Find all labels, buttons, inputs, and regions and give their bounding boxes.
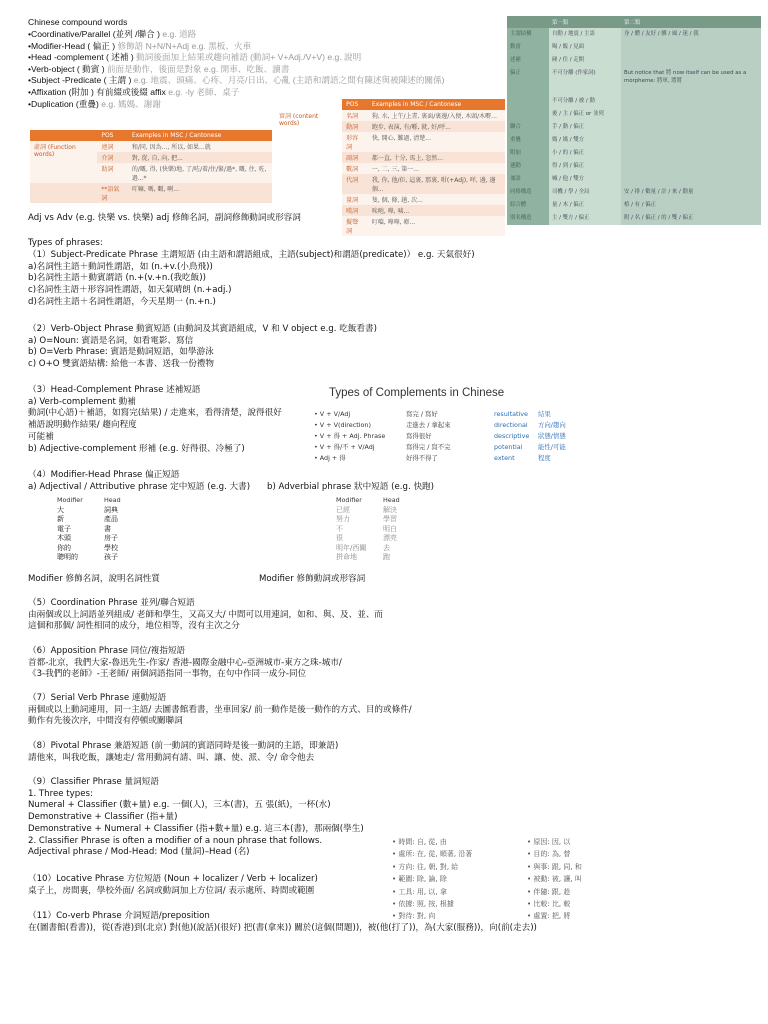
modifier-head-row	[57, 534, 121, 544]
table-header-blank	[275, 99, 342, 110]
s2-title: （2）Verb-Object Phrase 動賓短語 (由動詞及其賓語組成，V 和 V object e.g. 吃飯看書)	[28, 324, 377, 334]
head-cell: 產品	[104, 515, 118, 523]
first-class-cell: 主 / 雙方 / 偏正	[549, 212, 621, 225]
table-header: 第二類	[621, 16, 761, 28]
complement-type: resultative	[494, 409, 528, 418]
intro-bullet	[28, 87, 239, 98]
s9-line: Adjectival phrase / Mod-Head: Mod (量詞)–Head (名)	[28, 847, 250, 858]
s6-line: 首都-北京，我們大家-魯迅先生-作家/ 香港-國際金融中心-亞洲城市-東方之珠-城市/	[28, 657, 342, 668]
second-class-cell: 安 / 排 / 數量 / 計 / 來 / 動量	[621, 186, 761, 199]
table-row	[507, 28, 761, 41]
s9-line: Numeral + Classifier (數+量) e.g. 一個(人)，三本(書)，五 張(紙)，一杯(水)	[28, 800, 331, 811]
pos-cell: 代詞	[342, 174, 368, 194]
complement-type-zh: 能性/可能	[538, 443, 566, 451]
first-class-cell: 不可分離 (作家詞)	[549, 67, 621, 95]
compound-structure-table	[507, 16, 761, 225]
intro-bullet	[28, 52, 361, 63]
pos-cell: 助詞	[97, 163, 128, 183]
complement-example: 好得不得了	[406, 454, 438, 462]
preposition-item: • 依據: 照, 按, 根據	[392, 900, 454, 909]
complement-example: 走進去 / 拿起來	[406, 421, 451, 429]
pos-cell: 形容詞	[342, 132, 368, 152]
table-row	[507, 95, 761, 108]
table-header	[507, 16, 549, 28]
s3-line: 補語說明動作結果/ 趨向程度	[28, 420, 137, 431]
s4-adjectival-note: Modifier 修飾名詞，說明名詞性質	[28, 574, 161, 584]
pos-cell: 數詞	[342, 163, 368, 174]
s11-title: （11）Co-verb Phrase 介詞短語/preposition	[28, 911, 210, 921]
second-class-cell	[621, 108, 761, 121]
group-cell: 虛詞 (Function words)	[30, 141, 97, 183]
second-class-cell: 植 / 有 / 偏正	[621, 199, 761, 212]
second-class-cell	[621, 41, 761, 54]
modifier-cell: 努力	[336, 515, 350, 523]
preposition-item: • 伴隨: 跟, 趁	[527, 887, 571, 896]
table-header	[30, 130, 97, 141]
s8-line: 請他來，叫我吃飯，讓她走/ 常用動詞有請、叫、讓、使、派、令/ 命令他去	[28, 752, 315, 763]
head-cell: 漂亮	[383, 534, 397, 542]
table-row	[275, 110, 505, 121]
bullet-text: •Subject -Predicate ( 主謂 )	[28, 75, 134, 86]
bullet-example: e.g. 道路	[162, 29, 197, 39]
modifier-head-row	[57, 506, 121, 516]
second-class-cell: But notice that 將 now itself can be used as a morpheme: 將軍, 將將	[621, 67, 761, 95]
complement-form: • Adj + 得	[314, 454, 346, 462]
example-cell: 都一直, 十分, 馬上, 忽然...	[368, 152, 505, 163]
table-header: POS	[342, 99, 368, 110]
intro-bullet	[28, 64, 289, 75]
bullet-text: •Verb-object ( 動賓 )	[28, 63, 107, 74]
bullet-text: •Modifier-Head ( 偏正 )	[28, 40, 118, 51]
complement-form: • V + 得 + Adj. Phrase	[314, 432, 386, 440]
head-cell: 房子	[104, 534, 118, 542]
pos-cell: 嘆詞	[342, 205, 368, 216]
preposition-item: • 方向: 往, 朝, 對, 給	[392, 862, 459, 871]
s5-line: 這個和那個/ 詞性相同的成分，地位相等，沒有主次之分	[28, 621, 240, 632]
complement-type: potential	[494, 442, 523, 451]
second-class-cell	[621, 54, 761, 67]
first-class-cell: 喝 / 飯 / 見面	[549, 41, 621, 54]
preposition-item: • 工具: 用, 以, 拿	[392, 887, 447, 896]
s4-adverbial-note: Modifier 修飾動詞或形容詞	[259, 574, 366, 584]
table-row	[30, 141, 272, 152]
adverbial-modifier-table	[336, 496, 400, 563]
first-class-cell: 司機 / 學 / 全局	[549, 186, 621, 199]
bullet-example: 修飾語 N+N/N+Adj e.g. 黑板、火車	[117, 40, 252, 51]
first-class-cell: 自動 / 地震 / 主語	[549, 28, 621, 41]
head-cell: 解決	[383, 505, 397, 514]
preposition-item: • 處所: 在, 從, 順著, 沿著	[392, 850, 473, 859]
intro-bullet	[28, 75, 445, 86]
complements-title: Types of Complements in Chinese	[329, 387, 505, 399]
s8-title: （8）Pivotal Phrase 兼語短語 (前一動詞的賓語同時是後一動詞的主語，即兼語)	[28, 741, 339, 751]
first-class-cell: 媽 / 媽 / 雙方	[549, 134, 621, 147]
pos-cell: 介詞	[97, 152, 128, 163]
s3-line: 可能補	[28, 431, 54, 442]
s3-line: a) Verb-complement 動補	[28, 396, 136, 407]
modifier-cell: 新	[57, 515, 64, 523]
s11-line: 在(圖書館(看書))，從(香港)到(北京) 對(他)(說話)(很好) 把(書(拿來)) 關於(這個(問題))，被(他(打了))，為(大家(服務))，向(前(走去))	[28, 922, 537, 933]
table-row	[507, 199, 761, 212]
pos-cell: 名詞	[342, 110, 368, 121]
type-cell: 重疊	[507, 134, 549, 147]
preposition-item: • 範圍: 除, 論, 除	[392, 875, 447, 884]
example-cell: 唉吔, 嘩, 咦...	[368, 205, 505, 216]
first-class-cell: 碰 / 住 / 走開	[549, 54, 621, 67]
preposition-item: • 與事: 跟, 同, 和	[527, 862, 582, 871]
table-row	[507, 121, 761, 134]
type-cell	[507, 95, 549, 108]
modifier-cell: 明年/西關	[336, 543, 367, 552]
modifier-head-row	[57, 515, 121, 525]
intro-bullet	[28, 41, 251, 52]
example-cell: 快, 開心, 難過, 清楚...	[368, 132, 505, 152]
modifier-cell: 木頭	[57, 534, 71, 542]
table-header: POS	[97, 130, 128, 141]
head-cell: 詞典	[104, 505, 118, 514]
modifier-head-row	[57, 553, 121, 563]
bullet-text: •Affixation (附加 )	[28, 87, 97, 97]
table-header: 第一類	[549, 16, 621, 28]
pos-cell: **語氣詞	[97, 183, 128, 203]
first-class-cell: 喊 / 他 / 雙方	[549, 173, 621, 186]
modifier-cell: 大	[57, 505, 64, 514]
bullet-text: •Duplication (重疊)	[28, 98, 102, 109]
modifier-header: Modifier	[57, 496, 83, 504]
example-cell: 的/嘅, 得, (快樂)地, 了/咗/着/住/緊/過*, 嘅, 住, 咗, 過...*	[128, 163, 272, 183]
second-class-cell	[621, 95, 761, 108]
head-cell: 去	[383, 543, 390, 552]
preposition-item: • 比較: 比, 較	[527, 900, 571, 909]
s2-line: a) O=Noun: 賓語是名詞，如看電影、寫信	[28, 335, 194, 346]
preposition-item: • 被動: 被, 讓, 叫	[527, 875, 582, 884]
complement-form: • V + V/Adj	[314, 409, 351, 418]
head-cell: 孩子	[104, 553, 118, 561]
example-cell: 對, 從, 自, 向, 把...	[128, 152, 272, 163]
modifier-head-row	[336, 525, 400, 535]
complement-type: descriptive	[494, 431, 530, 440]
head-cell: 學習	[383, 515, 397, 523]
s7-line: 兩個或以上動詞連用，同一主語/ 去圖書館看書，坐車回家/ 前一動作是後一動作的方式、目的或條件/	[28, 704, 412, 715]
table-row	[507, 67, 761, 95]
s2-line: b) O=Verb Phrase: 賓語是動詞短語，如學游泳	[28, 347, 214, 358]
complement-row	[314, 453, 566, 464]
head-header: Head	[383, 496, 400, 504]
bullet-text: •Coordinative/Parallel (並列 /聯合 )	[28, 29, 163, 39]
table-row	[507, 147, 761, 160]
s4-adverbial-title: b) Adverbial phrase 狀中短語 (e.g. 快跑)	[267, 482, 434, 492]
intro-title: Chinese compound words	[28, 17, 128, 27]
first-class-cell: 小 / 的 / 偏正	[549, 147, 621, 160]
modifier-cell: 拼命地	[336, 553, 357, 561]
s5-title: （5）Coordination Phrase 並列/聯合短語	[28, 598, 195, 608]
complement-form: • V + 得/不 + V/Adj	[314, 443, 375, 451]
head-cell: 書	[104, 524, 111, 533]
pos-cell: 連詞	[97, 141, 128, 152]
first-class-cell: 手 / 動 / 偏正	[549, 121, 621, 134]
example-cell: 隻, 個, 條, 趟, 次...	[368, 194, 505, 205]
bullet-example: 前面是動作，後面是對象 e.g. 開車、吃飯、讀書	[106, 63, 290, 74]
table-row	[507, 212, 761, 225]
s9-line: Demonstrative + Numeral + Classifier (指+數+量) e.g. 這三本(書)，那兩個(學生)	[28, 823, 364, 834]
bullet-note: 有前綴或後綴 affix	[96, 87, 169, 97]
bullet-example: e.g. 媽媽、謝謝	[101, 98, 161, 109]
table-row	[507, 160, 761, 173]
s4-adjectival-title: a) Adjectival / Attributive phrase 定中短語 (e.g. 大書)	[28, 482, 251, 492]
s7-line: 動作有先後次序，中間沒有停頓或關聯詞	[28, 716, 183, 727]
modifier-head-row	[57, 544, 121, 554]
example-cell: 狗, 水, 上午/上晝, 裏面/裏邊/入便, 木頭/木嘢...	[368, 110, 505, 121]
group-cell: 實詞 (content words)	[275, 110, 342, 236]
type-cell: 別名構造	[507, 212, 549, 225]
complement-type-zh: 狀態/情態	[538, 432, 566, 440]
adjectival-modifier-table	[57, 496, 121, 563]
example-cell: 叮噹, 嘩嘩, 嘭...	[368, 216, 505, 236]
s9-line: Demonstrative + Classifier (指+量)	[28, 812, 178, 823]
s1-title: （1）Subject-Predicate Phrase 主謂短語 (由主語和謂語組成，主語(subject)和謂語(predicate)） e.g. 天氣很好)	[28, 250, 475, 260]
s4-title: （4）Modifier-Head Phrase 偏正短語	[28, 470, 180, 480]
intro-bullet	[28, 29, 196, 40]
table-row	[507, 186, 761, 199]
preposition-item: • 對待: 對, 向	[392, 912, 436, 921]
example-cell: 跑步, 表演, 有/喺, 就, 好/呼...	[368, 121, 505, 132]
modifier-head-row	[336, 515, 400, 525]
preposition-list-left	[392, 836, 472, 923]
table-row	[507, 134, 761, 147]
second-class-cell	[621, 173, 761, 186]
modifier-cell: 聰明的	[57, 553, 78, 561]
types-title: Types of phrases:	[28, 238, 103, 248]
complements-table	[314, 409, 566, 464]
first-class-cell: 後 / 主 / 偏正 or 並列	[549, 108, 621, 121]
table-row	[507, 173, 761, 186]
s3-title: （3）Head-Complement Phrase 述補短語	[28, 385, 201, 395]
preposition-list-right	[527, 836, 582, 923]
complement-row	[314, 420, 566, 431]
preposition-item: • 原因: 因, 以	[527, 838, 571, 846]
s3-line: b) Adjective-complement 形補 (e.g. 好得很、冷極了)	[28, 443, 245, 454]
first-class-cell: 得 / 到 / 偏正	[549, 160, 621, 173]
modifier-head-row	[336, 544, 400, 554]
type-cell: 連動	[507, 160, 549, 173]
pos-cell: 擬聲詞	[342, 216, 368, 236]
modifier-head-row	[57, 525, 121, 535]
type-cell: 附加	[507, 147, 549, 160]
complement-row	[314, 409, 566, 420]
pos-cell: 量詞	[342, 194, 368, 205]
modifier-head-row	[336, 506, 400, 516]
complement-row	[314, 442, 566, 453]
s7-title: （7）Serial Verb Phrase 連動短語	[28, 693, 167, 703]
complement-row	[314, 431, 566, 442]
s5-line: 由兩個或以上詞語並列組成/ 老師和學生，又高又大/ 中間可以用連詞，如和、與、及、並、而	[28, 609, 384, 620]
bullet-text: •Head -complement ( 述補 )	[28, 52, 137, 63]
modifier-head-row	[336, 553, 400, 563]
empty-cell	[30, 183, 97, 203]
modifier-cell: 不	[336, 524, 343, 533]
example-cell: 我, 你, 他/佢, 這裏, 那裏, 咁(+Adj), 咩, 邊, 邊個...	[368, 174, 505, 194]
example-cell: 一, 二, 三, 第一...	[368, 163, 505, 174]
type-cell: 動賓	[507, 41, 549, 54]
s6-line: 《3-我們的老師》-王老師/ 兩個詞語指同一事物，在句中作同一成分-同位	[28, 669, 307, 680]
second-class-cell: 附 / 名 / 偏正 / 的 / 雙 / 偏正	[621, 212, 761, 225]
complement-example: 寫得完 / 寫不完	[406, 443, 451, 451]
s2-line: c) O+O 雙賓語結構: 給他一本書、送我一份禮物	[28, 359, 214, 370]
second-class-cell	[621, 134, 761, 147]
s1-line: c)名詞性主語＋形容詞性謂語，如天氣晴朗 (n.+adj.)	[28, 285, 232, 296]
head-cell: 明白	[383, 524, 397, 533]
table-header: Examples in MSC / Cantonese	[128, 130, 272, 141]
complement-example: 寫完 / 寫好	[406, 410, 438, 418]
pos-cell: 副詞	[342, 152, 368, 163]
type-cell: 主謂結構	[507, 28, 549, 41]
complement-type: extent	[494, 453, 515, 462]
preposition-item: • 目的: 為, 替	[527, 850, 571, 859]
preposition-item: • 時間: 自, 從, 由	[392, 838, 447, 846]
modifier-cell: 已經	[336, 505, 350, 514]
pos-cell: 動詞	[342, 121, 368, 132]
function-words-table	[30, 130, 272, 203]
s10-line: 桌子上，房間裏，學校外面/ 名詞或動詞加上方位詞/ 表示處所、時間或範圍	[28, 885, 315, 896]
second-class-cell	[621, 147, 761, 160]
modifier-header: Modifier	[336, 496, 362, 504]
type-cell: 偏正	[507, 67, 549, 95]
bullet-example: e.g. 地震、頭痛、心疼、月亮/日出、心亂 (主語和謂語之間有陳述與被陳述的關係)	[133, 75, 445, 86]
second-class-cell: 身 / 體 / 友好 / 髒 / 風 / 迷 / 我	[621, 28, 761, 41]
intro-bullet	[28, 99, 161, 110]
complement-type-zh: 程度	[538, 454, 551, 462]
first-class-cell: 不可分離 / 被 / 動	[549, 95, 621, 108]
s1-line: a)名詞性主語＋動詞性謂語，如 (n.+v.(小鳥飛))	[28, 261, 213, 272]
type-cell: 同格構造	[507, 186, 549, 199]
second-class-cell	[621, 160, 761, 173]
type-cell: 兼語	[507, 173, 549, 186]
preposition-item: • 處置: 把, 將	[527, 912, 571, 921]
bullet-example: e.g. -ly 老師、桌子	[168, 87, 240, 97]
table-row	[507, 41, 761, 54]
type-cell: 述補	[507, 54, 549, 67]
s1-line: b)名詞性主語＋動賓謂語 (n.+(v.+n.(我吃飯))	[28, 273, 206, 284]
adj-adv-note: Adj vs Adv (e.g. 快樂 vs. 快樂) adj 修飾名詞，副詞修飾動詞或形容詞	[28, 213, 301, 223]
complement-form: • V + V(direction)	[314, 420, 371, 429]
table-header: Examples in MSC / Cantonese	[368, 99, 505, 110]
example-cell: 吖嘛, 嗎, 嘅, 啊...	[128, 183, 272, 203]
modifier-cell: 很	[336, 534, 343, 542]
complement-type: directional	[494, 420, 528, 429]
modifier-head-row	[336, 534, 400, 544]
s3-line: 動詞(中心語)＋補語，如寫完(結果) / 走進來，看得清楚，說得很好	[28, 408, 282, 419]
s1-line: d)名詞性主語＋名詞性謂語，今天星期一 (n.+n.)	[28, 296, 216, 307]
modifier-cell: 你的	[57, 543, 71, 552]
type-cell: 綜合體	[507, 199, 549, 212]
s6-title: （6）Apposition Phrase 同位/複指短語	[28, 646, 186, 656]
head-cell: 跑	[383, 553, 390, 561]
bullet-example: 動詞後面加上結果或趨向補語 (動詞+ V+Adj./V+V) e.g. 說明	[136, 52, 362, 63]
head-header: Head	[104, 496, 121, 504]
content-words-table	[275, 99, 505, 236]
first-class-cell: 量 / 木 / 偏正	[549, 199, 621, 212]
type-cell	[507, 108, 549, 121]
table-row	[507, 54, 761, 67]
s9-title: （9）Classifier Phrase 量詞短語	[28, 777, 159, 787]
second-class-cell	[621, 121, 761, 134]
head-cell: 學校	[104, 543, 118, 552]
complement-type-zh: 結果	[538, 410, 551, 418]
s10-title: （10）Locative Phrase 方位短語 (Noun + localizer / Verb + localizer)	[28, 874, 318, 884]
type-cell: 聯合	[507, 121, 549, 134]
table-row	[507, 108, 761, 121]
modifier-cell: 電子	[57, 524, 71, 533]
s9-line: 2. Classifier Phrase is often a modifier of a noun phrase that follows.	[28, 835, 323, 846]
table-row	[30, 183, 272, 203]
s9-line: 1. Three types:	[28, 788, 93, 799]
example-cell: 和/同, 因為..., 所以, 如果...就	[128, 141, 272, 152]
complement-example: 寫得很好	[406, 432, 432, 440]
complement-type-zh: 方向/趨向	[538, 421, 566, 429]
